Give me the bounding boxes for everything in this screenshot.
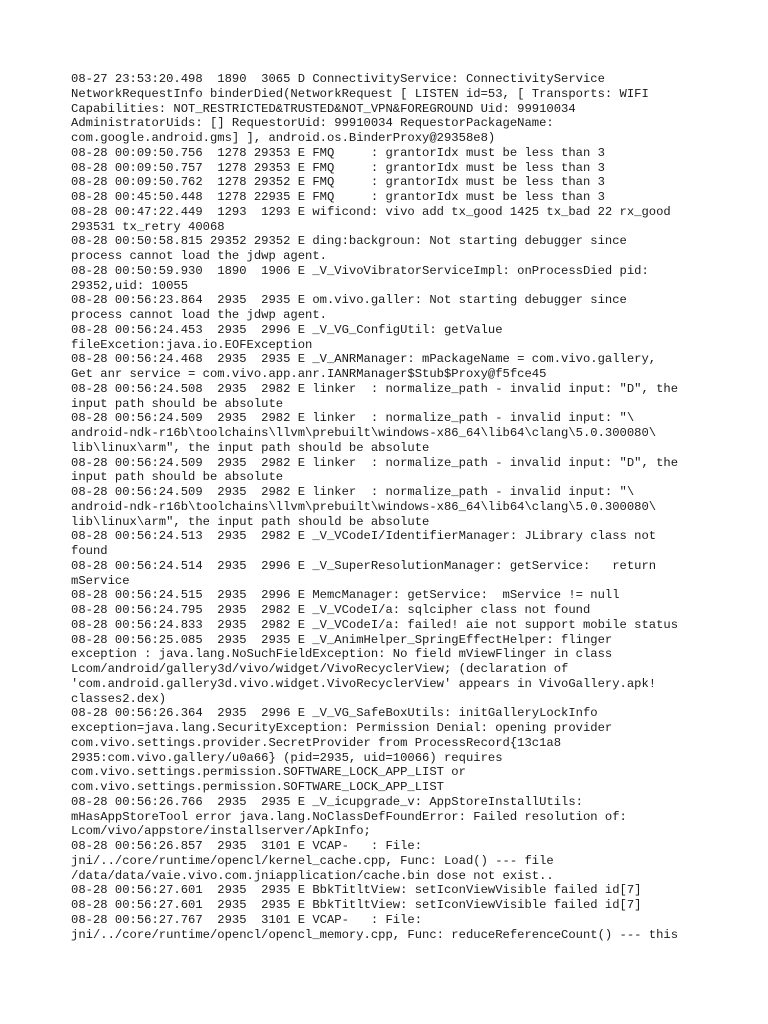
log-line: com.vivo.settings.permission.SOFTWARE_LOCK_APP_LIST — [71, 780, 444, 794]
log-line: found — [71, 544, 108, 558]
log-line: jni/../core/runtime/opencl/kernel_cache.cpp, Func: Load() --- file — [71, 853, 554, 868]
log-line: 293531 tx_retry 40068 — [71, 219, 225, 234]
log-line: 'com.android.gallery3d.vivo.widget.VivoRecyclerView' appears in VivoGallery.apk! — [71, 676, 657, 691]
log-line: fileExcetion:java.io.EOFException — [71, 337, 313, 352]
log-line: 08-28 00:56:24.509 2935 2982 E linker : normalize_path - invalid input: "D", the — [71, 455, 679, 470]
log-line: 08-28 00:56:24.795 2935 2982 E _V_VCodeI/a: sqlcipher class not found — [71, 603, 591, 617]
log-line: 08-28 00:56:24.509 2935 2982 E linker : normalize_path - invalid input: "\ — [71, 411, 635, 426]
log-line: 08-28 00:56:24.508 2935 2982 E linker : normalize_path - invalid input: "D", the — [71, 381, 679, 396]
log-text-block — [71, 72, 711, 942]
log-line: com.google.android.gms] ], android.os.BinderProxy@29358e8) — [71, 131, 496, 145]
log-line: android-ndk-r16b\toolchains\llvm\prebuilt\windows-x86_64\lib64\clang\5.0.300080\ — [71, 426, 657, 440]
log-line: 08-28 00:56:26.857 2935 3101 E VCAP- : File: — [71, 839, 423, 853]
log-line: 08-28 00:56:26.364 2935 2996 E _V_VG_SafeBoxUtils: initGalleryLockInfo — [71, 706, 598, 721]
log-line: 08-28 00:56:24.468 2935 2935 E _V_ANRManager: mPackageName = com.vivo.gallery, — [71, 352, 657, 367]
log-line: process cannot load the jdwp agent. — [71, 308, 327, 322]
log-line: /data/data/vaie.vivo.com.jniapplication/cache.bin dose not exist.. — [71, 868, 554, 883]
log-line: Capabilities: NOT_RESTRICTED&TRUSTED&NOT_VPN&FOREGROUND Uid: 99910034 — [71, 101, 576, 116]
log-line: 29352,uid: 10055 — [71, 278, 189, 293]
log-line: 08-28 00:09:50.762 1278 29352 E FMQ : grantorIdx must be less than 3 — [71, 175, 605, 190]
log-line: AdministratorUids: [] RequestorUid: 99910034 RequestorPackageName: — [71, 116, 554, 131]
log-line: 08-28 00:56:27.601 2935 2935 E BbkTitltView: setIconViewVisible failed id[7] — [71, 883, 642, 898]
log-line: 08-28 00:09:50.757 1278 29353 E FMQ : grantorIdx must be less than 3 — [71, 160, 605, 175]
log-line: input path should be absolute — [71, 396, 284, 411]
log-line: Get anr service = com.vivo.app.anr.IANRManager$Stub$Proxy@f5fce45 — [71, 367, 547, 381]
log-line: exception : java.lang.NoSuchFieldException: No field mViewFlinger in class — [71, 647, 613, 662]
log-line: com.vivo.settings.permission.SOFTWARE_LOCK_APP_LIST or — [71, 765, 466, 780]
log-line: input path should be absolute — [71, 470, 284, 485]
log-line: mHasAppStoreTool error java.lang.NoClassDefFoundError: Failed resolution of: — [71, 809, 627, 824]
log-line: 08-28 00:56:23.864 2935 2935 E om.vivo.galler: Not starting debugger since — [71, 293, 627, 308]
log-line: exception=java.lang.SecurityException: Permission Denial: opening provider — [71, 721, 613, 735]
log-line: 08-28 00:56:27.601 2935 2935 E BbkTitltView: setIconViewVisible failed id[7] — [71, 898, 642, 912]
log-line: 08-28 00:50:59.930 1890 1906 E _V_VivoVibratorServiceImpl: onProcessDied pid: — [71, 263, 649, 278]
log-line: Lcom/vivo/appstore/installserver/ApkInfo; — [71, 824, 371, 839]
log-line: mService — [71, 573, 130, 588]
log-line: 08-28 00:56:24.833 2935 2982 E _V_VCodeI/a: failed! aie not support mobile status — [71, 617, 679, 632]
log-line: 08-28 00:56:24.515 2935 2996 E MemcManager: getService: mService != null — [71, 588, 620, 603]
log-line: 08-28 00:47:22.449 1293 1293 E wificond: vivo add tx_good 1425 tx_bad 22 rx_good — [71, 204, 671, 219]
log-line: lib\linux\arm", the input path should be absolute — [71, 514, 430, 529]
log-line: 08-28 00:56:24.453 2935 2996 E _V_VG_ConfigUtil: getValue — [71, 322, 503, 337]
log-line: 08-28 00:56:24.513 2935 2982 E _V_VCodeI/IdentifierManager: JLibrary class not — [71, 529, 657, 544]
log-line: 2935:com.vivo.gallery/u0a66} (pid=2935, uid=10066) requires — [71, 750, 503, 765]
log-line: 08-28 00:50:58.815 29352 29352 E ding:backgroun: Not starting debugger since — [71, 234, 627, 249]
log-line: NetworkRequestInfo binderDied(NetworkRequest [ LISTEN id=53, [ Transports: WIFI — [71, 86, 649, 101]
log-line: 08-27 23:53:20.498 1890 3065 D ConnectivityService: ConnectivityService — [71, 72, 605, 86]
log-line: 08-28 00:09:50.756 1278 29353 E FMQ : grantorIdx must be less than 3 — [71, 145, 605, 160]
log-line: android-ndk-r16b\toolchains\llvm\prebuilt\windows-x86_64\lib64\clang\5.0.300080\ — [71, 499, 657, 514]
log-line: 08-28 00:56:27.767 2935 3101 E VCAP- : File: — [71, 912, 423, 927]
log-line: 08-28 00:56:26.766 2935 2935 E _V_icupgrade_v: AppStoreInstallUtils: — [71, 794, 583, 809]
log-line: 08-28 00:56:24.514 2935 2996 E _V_SuperResolutionManager: getService: return — [71, 558, 657, 573]
log-line: 08-28 00:56:25.085 2935 2935 E _V_AnimHelper_SpringEffectHelper: flinger — [71, 632, 613, 647]
log-line: 08-28 00:56:24.509 2935 2982 E linker : normalize_path - invalid input: "\ — [71, 485, 635, 499]
log-line: 08-28 00:45:50.448 1278 22935 E FMQ : grantorIdx must be less than 3 — [71, 190, 605, 204]
log-line: jni/../core/runtime/opencl/opencl_memory.cpp, Func: reduceReferenceCount() --- this — [71, 927, 679, 942]
log-line: com.vivo.settings.provider.SecretProvider from ProcessRecord{13c1a8 — [71, 735, 562, 750]
log-line: lib\linux\arm", the input path should be absolute — [71, 440, 430, 455]
log-line: classes2.dex) — [71, 691, 167, 706]
log-line: Lcom/android/gallery3d/vivo/widget/VivoRecyclerView; (declaration of — [71, 662, 569, 676]
log-line: process cannot load the jdwp agent. — [71, 249, 327, 263]
